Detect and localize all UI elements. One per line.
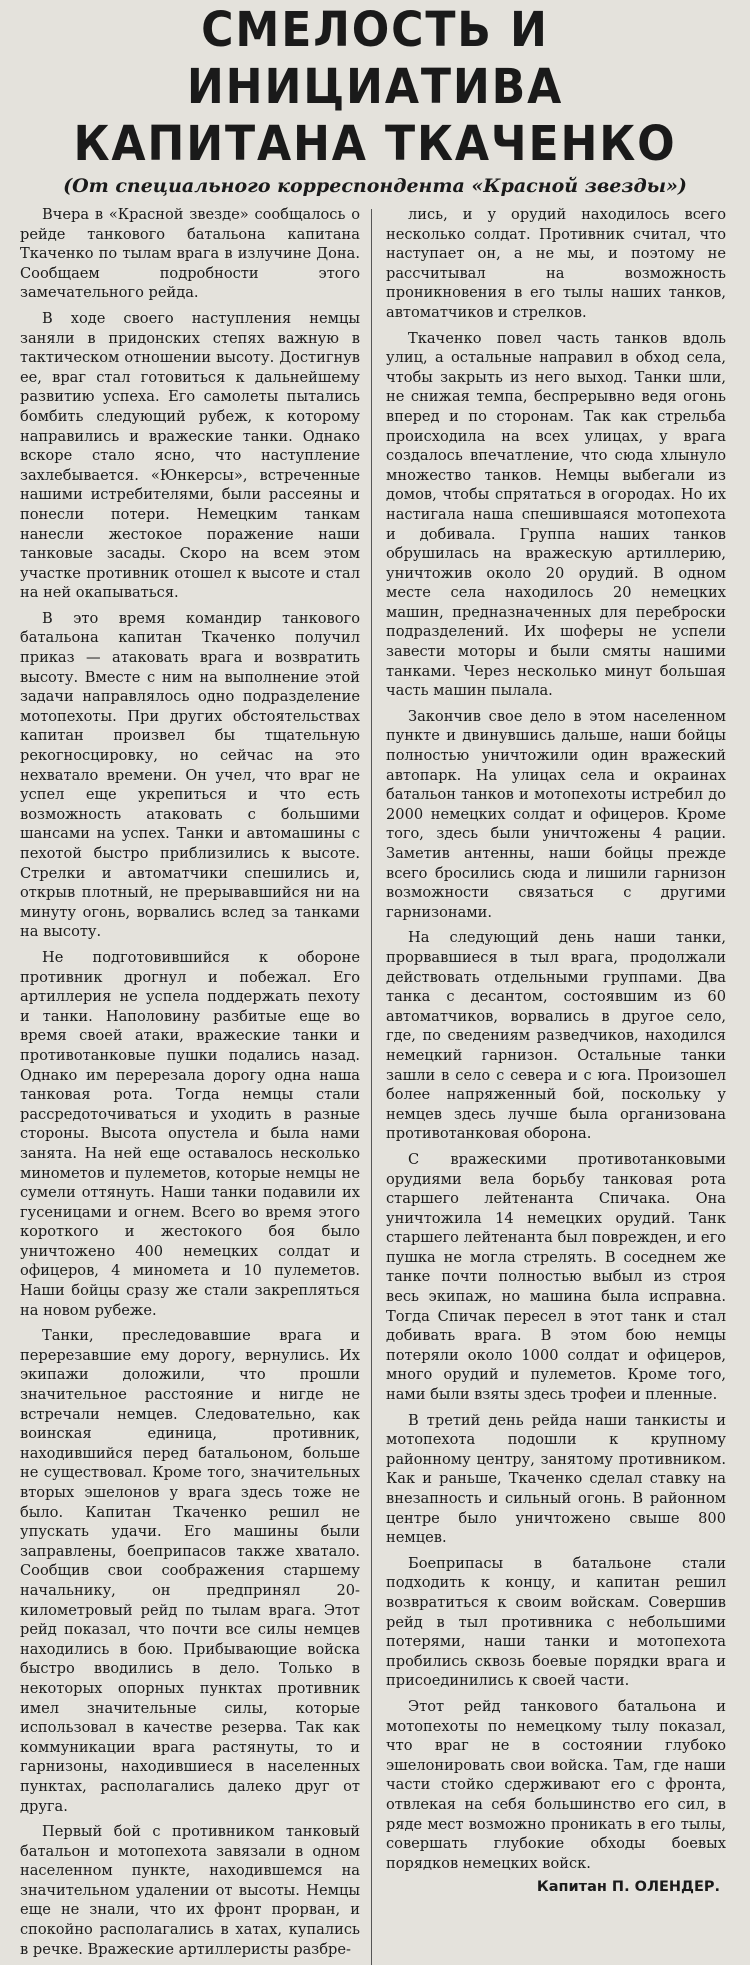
paragraph: Танки, преследовавшие врага и перерезавшие ему дорогу, вернулись. Их экипажи доложили, что прошли значительное расстояние и нигде не встречали немцев. Следовательно, как воинская единица, противник, находившийся перед батальоном, больше не существовал. Кроме того, значительных вторых эшелонов у врага здесь тоже не было. Капитан Ткаченко решил не упускать удачи. Его машины были заправлены, боеприпасов также хватало. Сообщив свои соображения старшему начальнику, он предпринял 20-километровый рейд по тылам врага. Этот рейд показал, что почти все силы немцев находились в бою. Прибывающие войска быстро вводились в дело. Только в некоторых опорных пунктах противник имел значительные силы, которые использовал в качестве резерва. Так как коммуникации врага растянуты, то и гарнизоны, находившиеся в населенных пунктах, располагались далеко друг от друга. — [20, 1327, 360, 1815]
article-columns — [0, 205, 750, 1965]
paragraph: С вражескими противотанковыми орудиями вела борьбу танковая рота старшего лейтенанта Спичака. Она уничтожила 14 немецких орудий. Танк старшего лейтенанта был поврежден, и его пушка не могла стрелять. В соседнем же танке почти полностью выбыл из строя весь экипаж, но машина была исправна. Тогда Спичак пересел в этот танк и стал добивать врага. В этом бою немцы потеряли около 1000 солдат и офицеров, много орудий и пулеметов. Кроме того, нами были взяты здесь трофеи и пленные. — [386, 1150, 726, 1404]
paragraph: Закончив свое дело в этом населенном пункте и двинувшись дальше, наши бойцы полностью уничтожили один вражеский автопарк. На улицах села и окраинах батальон танков и мотопехоты истребил до 2000 немецких солдат и офицеров. Кроме того, здесь были уничтожены 4 рации. Заметив антенны, наши бойцы прежде всего бросились сюда и лишили гарнизон возможности связаться с другими гарнизонами. — [386, 707, 726, 921]
column-divider — [371, 209, 372, 1965]
author-signature: Капитан П. ОЛЕНДЕР. — [536, 1879, 720, 1896]
paragraph: В третий день рейда наши танкисты и мотопехота подошли к крупному районному центру, занятому противником. Как и раньше, Ткаченко сделал ставку на внезапность и сильный огонь. В районном центре было уничтожено свыше 800 немцев. — [386, 1411, 726, 1547]
byline: (От специального корреспондента «Красной звезды») — [63, 175, 687, 197]
paragraph: Первый бой с противником танковый батальон и мотопехота завязали в одном населенном пункте, находившемся на значительном удалении от высоты. Немцы еще не знали, что их фронт прорван, и спокойно располагались в хатах, купались в речке. Вражеские артиллеристы разбре- — [20, 1823, 360, 1958]
paragraph: лись, и у орудий находилось всего несколько солдат. Противник считал, что наступает он, а не мы, и поэтому не рассчитывал на возможность проникновения в его тылы наших танков, автоматчиков и стрелков. — [386, 206, 726, 321]
headline-line-2: КАПИТАНА ТКАЧЕНКО — [73, 116, 677, 172]
newspaper-page — [0, 2, 750, 1958]
paragraph: Вчера в «Красной звезде» сообщалось о рейде танкового батальона капитана Ткаченко по тылам врага в излучине Дона. Сообщаем подробности этого замечательного рейда. — [20, 206, 360, 302]
paragraph: На следующий день наши танки, прорвавшиеся в тыл врага, продолжали действовать отдельными группами. Два танка с десантом, состоявшим из 60 автоматчиков, ворвались в другое село, где, по сведениям разведчиков, находился немецкий гарнизон. Остальные танки зашли в село с севера и с юга. Произошел более напряженный бой, поскольку у немцев здесь лучше была организована противотанковая оборона. — [386, 929, 726, 1143]
paragraph: Боеприпасы в батальоне стали подходить к концу, и капитан решил возвратиться к своим войскам. Совершив рейд в тыл противника с небольшими потерями, наши танки и мотопехота пробились сквозь боевые порядки врага и присоединились к своей части. — [386, 1554, 726, 1690]
right-column — [386, 205, 726, 1965]
paragraph: В ходе своего наступления немцы заняли в придонских степях важную в тактическом отношении высоту. Достигнув ее, враг стал готовиться к дальнейшему развитию успеха. Его самолеты пытались бомбить следующий рубеж, к которому направились и вражеские танки. Однако вскоре стало ясно, что наступление захлебывается. «Юнкерсы», встреченные нашими истребителями, были рассеяны и понесли потери. Немецким танкам нанесли жестокое поражение наши танковые засады. Скоро на всем этом участке противник отошел к высоте и стал на ней окапываться. — [20, 309, 360, 602]
paragraph: В это время командир танкового батальона капитан Ткаченко получил приказ — атаковать врага и возвратить высоту. Вместе с ним на выполнение этой задачи направлялось одно подразделение мотопехоты. При других обстоятельствах капитан произвел бы тщательную рекогносцировку, но сейчас на это нехватало времени. Он учел, что враг не успел еще укрепиться и что есть возможность атаковать с большими шансами на успех. Танки и автомашины с пехотой быстро приблизились к высоте. Стрелки и автоматчики спешились и, открыв плотный, не прерывавшийся ни на минуту огонь, ворвались вслед за танками на высоту. — [20, 609, 360, 941]
paragraph: Этот рейд танкового батальона и мотопехоты по немецкому тылу показал, что враг не в состоянии глубоко эшелонировать свои войска. Там, где наши части стойко сдерживают его с фронта, отвлекая на себя большинство его сил, в ряде мест возможно проникать в его тылы, совершать глубокие обходы боевых порядков немецких войск. — [386, 1697, 726, 1872]
headline — [30, 2, 720, 173]
left-column — [20, 205, 360, 1965]
headline-line-1: СМЕЛОСТЬ И ИНИЦИАТИВА — [186, 2, 564, 115]
paragraph: Ткаченко повел часть танков вдоль улиц, а остальные направил в обход села, чтобы закрыть из него выход. Танки шли, не снижая темпа, беспрерывно ведя огонь вперед и по сторонам. Так как стрельба происходила на всех улицах, у врага создалось впечатление, что сюда хлынуло множество танков. Немцы выбегали из домов, чтобы спрятаться в огородах. Но их настигала наша спешившаяся мотопехота и добивала. Группа наших танков обрушилась на вражескую артиллерию, уничтожив около 20 орудий. В одном месте села находилось 20 немецких машин, предназначенных для переброски подразделений. Их шоферы не успели завести моторы и были смяты нашими танками. Через несколько минут большая часть машин пылала. — [386, 329, 726, 700]
paragraph: Не подготовившийся к обороне противник дрогнул и побежал. Его артиллерия не успела поддержать пехоту и танки. Наполовину разбитые еще во время своей атаки, вражеские танки и противотанковые пушки подались назад. Однако им перерезала дорогу одна наша танковая рота. Тогда немцы стали рассредоточиваться и уходить в разные стороны. Высота опустела и была нами занята. На ней еще оставалось несколько минометов и пулеметов, которые немцы не сумели оттянуть. Наши танки подавили их гусеницами и огнем. Всего во время этого короткого и жестокого боя было уничтожено 400 немецких солдат и офицеров, 4 миномета и 10 пулеметов. Наши бойцы сразу же стали закрепляться на новом рубеже. — [20, 948, 360, 1319]
